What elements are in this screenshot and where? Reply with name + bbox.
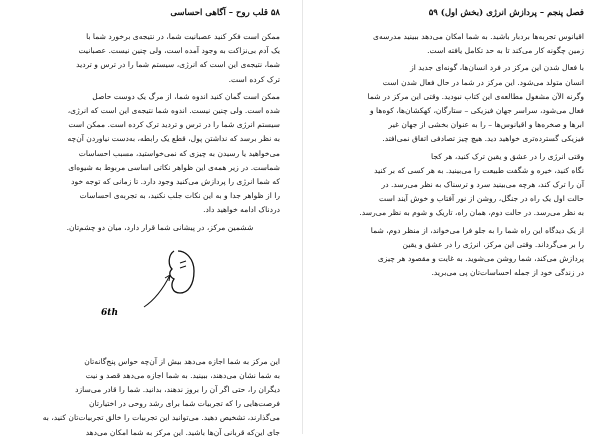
text-line: دیگران را، حتی اگر آن را بروز ندهند، بدانید. شما را قادر می‌سازد: [75, 385, 280, 395]
figure-caption: [40, 221, 280, 235]
text-line: حالت اول یک راه در جنگل، روشن از نور آفتاب و خوش آیند است: [379, 194, 584, 204]
text-line: که شما انرژی را پردازش می‌کنید وجود دارد. تا زمانی که توجه خود: [71, 177, 280, 187]
left-page: [0, 0, 303, 437]
text-line: از یک دیدگاه این راه شما را به جلو فرا می‌خواند، از منظر دوم، شما: [370, 225, 584, 235]
text-line: انسان متولد می‌شود. این مرکز در شما در حال فعال شدن است: [382, 77, 584, 87]
text-line: اقیانوس تجربه‌ها بردبار باشید. به شما امکان می‌دهد ببینید مدرسه‌ی: [373, 32, 584, 41]
text-line: شماست. در زیر همه‌ی این ظواهر نکاتی اساسی مربوط به شیوه‌ای: [68, 162, 280, 172]
paragraph: [337, 150, 584, 221]
text-line: می‌گذارند، تشخیص دهید. می‌توانید این تجربیات را خالق تجربیات‌تان کنید، به: [42, 413, 280, 423]
text-line: با فعال شدن این مرکز در فرد انسان‌ها، گونه‌ای جدید از: [410, 63, 584, 73]
text-line: پردازش می‌کند، شما روشن می‌شوید. به غایت و مقصود هر چیزی: [377, 254, 584, 264]
text-line: می‌خواهید یا رسیدن به چیزی که نمی‌خواستید، مسبب احساسات: [78, 148, 280, 158]
text-line: وقتی انرژی را در عشق و یقین ترک کنید، هر کجا: [431, 151, 584, 161]
text-line: جای این‌که قربانی آن‌ها باشید. این مرکز به شما امکان می‌دهد: [85, 427, 280, 437]
text-line: یک آدم بی‌نزاکت به وجود آمده است، ولی چنین نیست. عصبانیت: [78, 46, 280, 56]
paragraph: [40, 355, 280, 440]
text-line: نگاه کنید، خیره و شگفت طبیعت را می‌بینید. به هر کسی که بر کنید: [374, 165, 584, 175]
text-line: به شما نشان می‌دهند، ببینید. به شما اجازه می‌دهد قصد و نیت: [85, 370, 280, 380]
text-line: سیستم انرژی شما را در ترس و تردید ترک کرده است. ممکن است: [68, 120, 280, 130]
sixth-center-figure: [40, 237, 280, 347]
caption-text: ششمین مرکز، در پیشانی شما قرار دارد، میان دو چشم‌تان.: [66, 222, 254, 232]
text-line: آن را ترک کند، هرچه می‌بینید سرد و ترسناک به نظر می‌رسد. در: [381, 180, 584, 190]
paragraph: [40, 30, 280, 87]
text-line: ممکن است فکر کنید عصبانیت شما، در نتیجه‌ی برخورد شما با: [86, 32, 280, 41]
text-line: زمین چگونه کار می‌کند تا به حد تکامل یافته است.: [427, 46, 584, 56]
text-line: به نظر می‌رسد. در حالت دوم، همان راه، تاریک و شوم به نظر می‌رسد.: [359, 208, 584, 218]
text-line: فرصت‌هایی را که تجربیات شما برای رشد روحی در اختیارتان: [89, 399, 280, 409]
text-line: ابرها و صخره‌ها و اقیانوس‌ها – را به عنوان بخشی از جهان غیر: [388, 120, 584, 130]
right-page: [303, 0, 606, 434]
page-header: [337, 6, 584, 20]
paragraph: [337, 30, 584, 58]
text-line: ترک کرده است.: [228, 74, 280, 84]
text-line: ممکن است گمان کنید اندوه شما، از مرگ یک دوست حاصل: [92, 91, 280, 101]
text-line: را از ظواهر جدا و به این نکات جلب نکنید، به تجربه‌ی احساسات: [79, 191, 280, 201]
head-profile-illustration: [101, 241, 240, 337]
text-line: این مرکز به شما اجازه می‌دهد بیش از آن‌چه حواس پنج‌گانه‌تان: [84, 356, 280, 366]
text-line: را بر می‌گرداند. وقتی این مرکز، انرژی را در عشق و یقین: [402, 239, 584, 249]
face-profile: [169, 251, 194, 293]
text-line: فعال می‌شود، سراسر جهان فیزیکی – ستارگان، کهکشان‌ها، کوه‌ها و: [369, 106, 584, 116]
text-line: در زندگی خود از جمله احساسات‌تان پی می‌برید.: [431, 268, 584, 278]
page-header: [40, 6, 280, 20]
page-header-title: فصل پنجم – پردازش انرژی (بخش اول) ۵۹: [428, 8, 584, 18]
text-line: به نظر برسد که نداشتن پول، قطع یک رابطه، به‌دست نیاوردن آن‌چه: [67, 134, 280, 144]
paragraph: [337, 224, 584, 281]
text-line: شده است. ولی چنین نیست. اندوه شما نتیجه‌ی این است که انرژی،: [67, 106, 280, 116]
pointer-line: [144, 275, 170, 307]
text-line: دردناک ادامه خواهید داد.: [203, 205, 280, 215]
eye-marks: [180, 261, 186, 268]
text-line: وگرنه الآن مشغول مطالعه‌ی این کتاب نبودید. وقتی این مرکز در شما: [367, 91, 584, 101]
paragraph: [40, 90, 280, 218]
text-line: فیزیکی گسترده‌تری خواهید دید. هیچ چیز تصادفی اتفاق نمی‌افتد.: [382, 134, 584, 144]
text-line: شما، نتیجه‌ی این است که انرژی، سیستم شما را در ترس و تردید: [76, 60, 280, 70]
paragraph: [337, 61, 584, 146]
page-header-title: ۵۸ قلب روح – آگاهی احساسی: [170, 8, 280, 18]
sixth-center-label: 6th: [101, 307, 118, 318]
